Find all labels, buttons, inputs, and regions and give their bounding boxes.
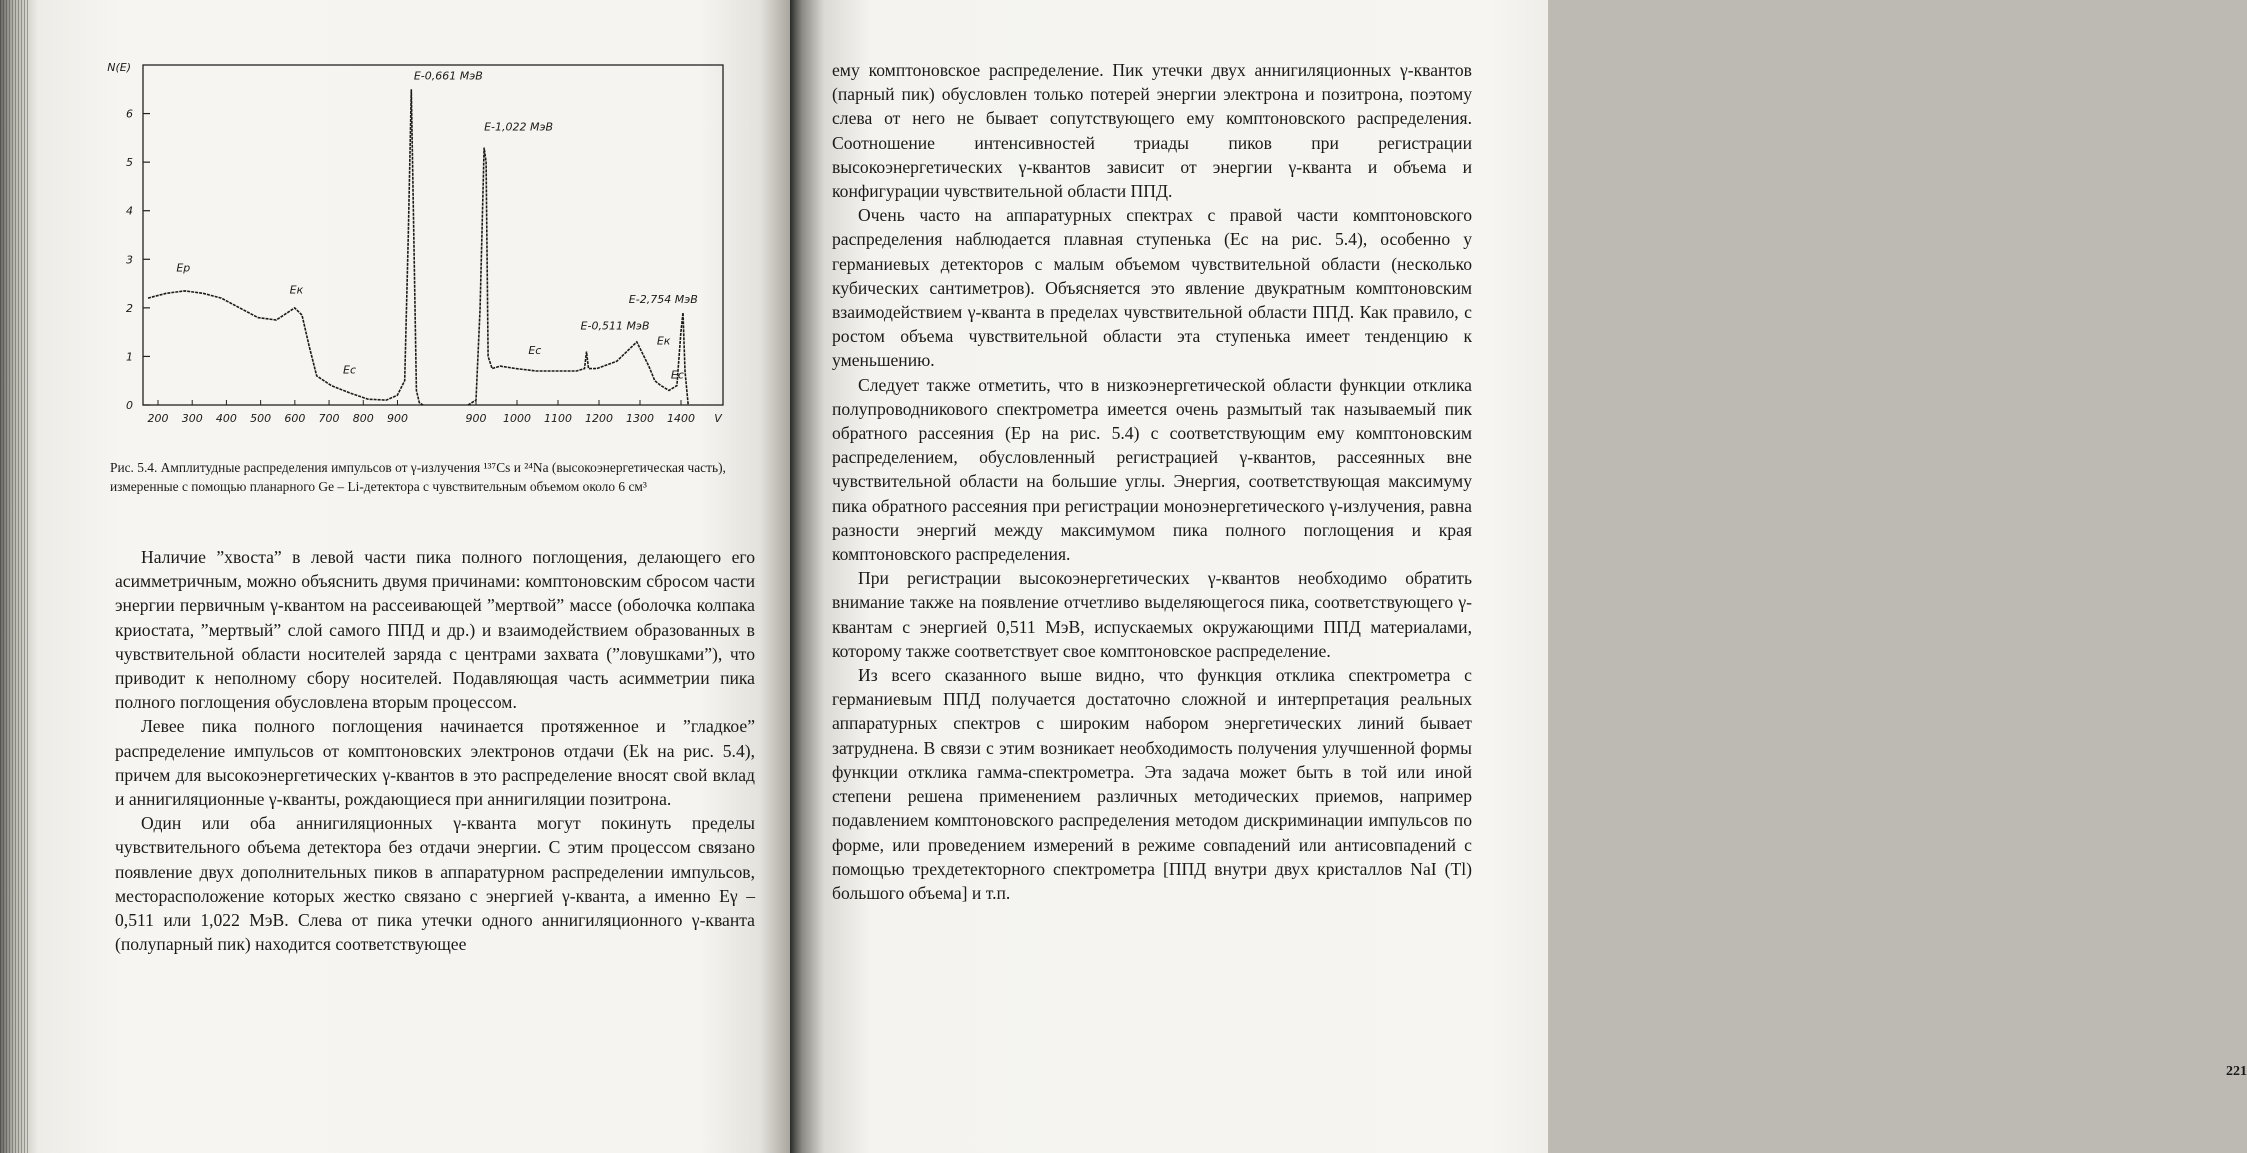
x-tick-label: 1100 bbox=[544, 412, 572, 425]
peak-annotation: Ec bbox=[670, 368, 684, 382]
x-axis-label: V bbox=[714, 412, 722, 425]
peak-annotation: E-1,022 МэВ bbox=[484, 120, 554, 134]
x-tick-label: 1400 bbox=[667, 412, 695, 425]
paragraph: Очень часто на аппаратурных спектрах с правой части комптоновского распределения наблюдается плавная ступенька (Ec на рис. 5.4), особенно у германиевых детекторов с малым объемом чувствительной области (несколько кубических сантиметров). Объясняется это явление двукратным комптоновским взаимодействием γ-кванта в пределах чувствительной области ППД. Как правило, с ростом объема чувствительной области эта ступенька имеет тенденцию к уменьшению. bbox=[832, 205, 1472, 371]
left-text-column bbox=[115, 545, 755, 956]
x-tick-label: 600 bbox=[284, 412, 306, 425]
peak-annotation: E-0,661 МэВ bbox=[413, 69, 483, 83]
y-tick-label: 6 bbox=[126, 107, 133, 121]
spectrum-chart bbox=[98, 50, 748, 435]
x-tick-label: 900 bbox=[465, 412, 487, 425]
x-tick-label: 400 bbox=[215, 412, 237, 425]
x-tick-label: 500 bbox=[250, 412, 272, 425]
x-tick-label: 1300 bbox=[626, 412, 654, 425]
x-tick-label: 300 bbox=[181, 412, 203, 425]
y-tick-label: 3 bbox=[126, 253, 133, 267]
peak-annotation: E-2,754 МэВ bbox=[628, 293, 698, 306]
x-tick-label: 800 bbox=[352, 412, 374, 425]
peak-annotation: E-0,511 МэВ bbox=[580, 319, 650, 333]
paragraph: ему комптоновское распределение. Пик утечки двух аннигиляционных γ-квантов (парный пик) обусловлен только потерей энергии электрона и позитрона, поэтому слева от него не бывает сопутствующего ему комптоновского распределения. Соотношение интенсивностей триады пиков при регистрации высокоэнергетических γ-квантов зависит от энергии γ-кванта и объема и конфигурации чувствительной области ППД. bbox=[832, 60, 1472, 202]
page-number: 221 bbox=[2226, 1064, 2247, 1079]
y-tick-label: 5 bbox=[126, 156, 133, 170]
y-axis-label: N(E) bbox=[107, 61, 131, 74]
paragraph: Один или оба аннигиляционных γ-кванта могут покинуть пределы чувствительного объема детектора без отдачи энергии. С этим процессом связано появление двух дополнительных пиков в аппаратурном распределении импульсов, месторасположение которых жестко связано с энергией γ-кванта, а именно Eγ – 0,511 или 1,022 МэВ. Слева от пика утечки одного аннигиляционного γ-кванта (полупарный пик) находится соответствующее bbox=[115, 813, 755, 955]
y-tick-label: 0 bbox=[126, 399, 133, 412]
page-edge-texture bbox=[0, 0, 30, 1153]
x-tick-label: 900 bbox=[386, 412, 408, 425]
spectrum-chart-svg bbox=[98, 50, 748, 435]
right-text-column bbox=[832, 58, 1472, 905]
paragraph: Следует также отметить, что в низкоэнергетической области функции отклика полупроводникового спектрометра имеется очень размытый так называемый пик обратного рассеяния (Ep на рис. 5.4) с соответствующим ему комптоновским распределением, обусловленный регистрацией γ-квантов, рассеянных вне чувствительной области на большие углы. Энергия, соответствующая максимуму пика обратного рассеяния при регистрации моноэнергетического γ-излучения, равна разности энергий между максимумом пика полного поглощения и края комптоновского распределения. bbox=[832, 374, 1472, 565]
paragraph: Наличие ”хвоста” в левой части пика полного поглощения, делающего его асимметричным, можно объяснить двумя причинами: комптоновским сбросом части энергии первичным γ-квантом на рассеивающей ”мертвой” массе (оболочка колпака криостата, ”мертвый” слой самого ППД и др.) и взаимодействием образованных в чувствительной области носителей заряда с центрами захвата (”ловушками”), что приводит к неполному сбору носителей. Подавляющая часть асимметрии пика полного поглощения обусловлена вторым процессом. bbox=[115, 547, 755, 713]
plot-frame bbox=[143, 65, 723, 405]
y-tick-label: 1 bbox=[126, 350, 133, 364]
paragraph: Из всего сказанного выше видно, что функция отклика спектрометра с германиевым ППД получается достаточно сложной и интерпретация реальных аппаратурных спектров с широким набором энергетических линий бывает затруднена. В связи с этим возникает необходимость получения улучшенной формы функции отклика гамма-спектрометра. Эта задача может быть в той или иной степени решена применением различных методических приемов, например подавлением комптоновского распределения методом дискриминации импульсов по форме, или проведением измерений в режиме совпадений или антисовпадений с помощью трехдетекторного спектрометра [ППД внутри двух кристаллов NaI (Tl) большого объема] и т.п. bbox=[832, 665, 1472, 903]
peak-annotation: Ep bbox=[176, 261, 191, 275]
paragraph: При регистрации высокоэнергетических γ-квантов необходимо обратить внимание также на появление отчетливо выделяющегося пика, соответствующего γ-квантам с энергией 0,511 МэВ, испускаемых окружающими ППД материалами, которому также соответствует свое комптоновское распределение. bbox=[832, 568, 1472, 661]
paragraph: Левее пика полного поглощения начинается протяженное и ”гладкое” распределение импульсов от комптоновских электронов отдачи (Ek на рис. 5.4), причем для высокоэнергетических γ-квантов в это распределение вносят свой вклад и аннигиляционные γ-кванты, рождающиеся при аннигиляции позитрона. bbox=[115, 716, 755, 810]
spectrum-series-line bbox=[148, 89, 423, 405]
spectrum-series-line bbox=[468, 148, 688, 405]
right-page bbox=[790, 0, 2247, 1153]
peak-annotation: Eк bbox=[289, 283, 304, 297]
peak-annotation: Ec bbox=[343, 363, 356, 377]
peak-annotation: Ec bbox=[528, 344, 542, 357]
peak-annotation: Eк bbox=[656, 334, 671, 348]
left-page bbox=[0, 0, 790, 1153]
x-tick-label: 700 bbox=[318, 412, 340, 425]
figure-caption: Рис. 5.4. Амплитудные распределения импульсов от γ-излучения ¹³⁷Cs и ²⁴Na (высокоэнергетическая часть), измеренные с помощью планарного Ge – Li-детектора с чувствительным объемом около 6 см³ bbox=[110, 460, 726, 494]
x-tick-label: 1000 bbox=[503, 412, 531, 425]
y-tick-label: 2 bbox=[126, 301, 133, 315]
x-tick-label: 1200 bbox=[585, 412, 613, 425]
x-tick-label: 200 bbox=[147, 412, 169, 425]
y-tick-label: 4 bbox=[126, 204, 133, 218]
